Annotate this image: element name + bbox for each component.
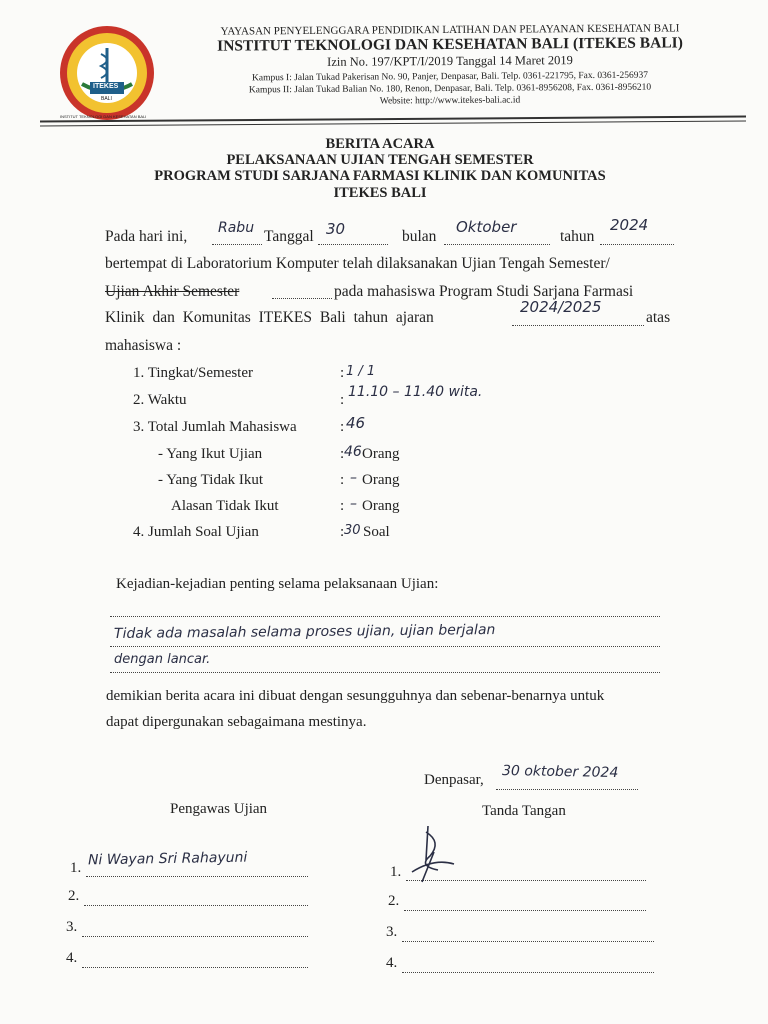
supervisor-1-name: Ni Wayan Sri Rahayuni <box>87 849 248 869</box>
supervisor-1-dots <box>86 876 308 877</box>
supervisor-4-number: 4. <box>66 950 78 966</box>
item-attend-unit: Orang <box>362 446 400 462</box>
logo-ring-text: INSTITUT TEKNOLOGI DAN KESEHATAN BALI <box>60 114 147 119</box>
item-questions-unit: Soal <box>363 524 390 540</box>
item-absent-colon: : <box>340 472 345 488</box>
item-attend-label: - Yang Ikut Ujian <box>158 446 263 462</box>
doc-subtitle-2: PROGRAM STUDI SARJANA FARMASI KLINIK DAN KOMUNITAS <box>154 168 606 184</box>
item-time-colon: : <box>340 392 345 408</box>
campus-1-address: Kampus I: Jalan Tukad Pakerisan No. 90, Panjer, Denpasar, Bali. Telp. 0361-221795, Fax. 0361-256937 <box>251 70 649 84</box>
supervisor-2-number: 2. <box>68 888 80 904</box>
item-absent-unit: Orang <box>362 472 400 488</box>
events-line-2: dengan lancar. <box>114 652 211 667</box>
text-bulan: bulan <box>402 228 437 245</box>
closing-line-1: demikian berita acara ini dibuat dengan sesungguhnya dan sebenar-benarnya untuk <box>106 688 605 704</box>
text-ujian-akhir-struck: Ujian Akhir Semester <box>105 283 240 300</box>
item-questions-value: 30 <box>344 523 361 538</box>
item-time-value: 11.10 – 11.40 wita. <box>348 384 483 400</box>
day-value: Rabu <box>218 220 255 236</box>
text-mahasiswa: mahasiswa : <box>105 337 182 354</box>
item-time-label: 2. Waktu <box>133 392 187 408</box>
item-reason-unit: Orang <box>362 498 400 514</box>
signature-2-number: 2. <box>388 893 400 909</box>
text-klinik: Klinik dan Komunitas ITEKES Bali tahun ajaran <box>105 309 434 326</box>
item-total-colon: : <box>340 419 345 435</box>
campus-2-address: Kampus II: Jalan Tukad Balian No. 180, Renon, Denpasar, Bali. Telp. 0361-8956208, Fax. 0361-8956210 <box>248 82 652 96</box>
logo-text: ITEKES <box>93 83 119 90</box>
item-total-label: 3. Total Jumlah Mahasiswa <box>133 419 297 435</box>
item-questions-label: 4. Jumlah Soal Ujian <box>133 524 259 540</box>
item-attend-value: 46 <box>344 444 362 460</box>
events-dots-2 <box>110 646 660 647</box>
signature-4-number: 4. <box>386 955 398 971</box>
signature-3-number: 3. <box>386 924 398 940</box>
signature-2-dots <box>404 910 646 911</box>
item-level-label: 1. Tingkat/Semester <box>133 365 254 381</box>
website: Website: http://www.itekes-bali.ac.id <box>379 95 521 107</box>
item-questions-colon: : <box>340 524 345 540</box>
text-pada-hari: Pada hari ini, <box>105 228 188 245</box>
text-bertempat: bertempat di Laboratorium Komputer telah dilaksanakan Ujian Tengah Semester/ <box>105 255 610 272</box>
events-line-1: Tidak ada masalah selama proses ujian, ujian berjalan <box>113 622 496 642</box>
supervisor-4-dots <box>82 967 308 968</box>
text-tahun: tahun <box>560 228 595 245</box>
month-value: Oktober <box>456 218 517 236</box>
academic-year-value: 2024/2025 <box>520 298 602 316</box>
signature-3-dots <box>402 941 654 942</box>
text-pada-mahasiswa: pada mahasiswa Program Studi Sarjana Farmasi <box>334 283 634 300</box>
item-level-value: 1 / 1 <box>346 364 376 379</box>
signature-1-scribble <box>404 822 464 888</box>
supervisor-heading: Pengawas Ujian <box>170 801 268 817</box>
logo-subtext: BALI <box>101 96 112 102</box>
sign-date-dots <box>496 789 638 790</box>
sign-place: Denpasar, <box>424 772 484 788</box>
permit-number: Izin No. 197/KPT/I/2019 Tanggal 14 Maret 2019 <box>327 53 573 69</box>
signature-heading: Tanda Tangan <box>482 803 566 819</box>
supervisor-3-dots <box>82 936 308 937</box>
doc-subtitle-1: PELAKSANAAN UJIAN TENGAH SEMESTER <box>226 152 534 168</box>
institute-name: INSTITUT TEKNOLOGI DAN KESEHATAN BALI (ITEKES BALI) <box>217 34 683 55</box>
sign-date: 30 oktober 2024 <box>501 762 619 782</box>
date-value: 30 <box>326 220 346 238</box>
supervisor-2-dots <box>84 905 308 906</box>
item-attend-colon: : <box>340 446 345 462</box>
events-dots-1 <box>110 616 660 617</box>
item-total-value: 46 <box>346 414 366 432</box>
signature-1-number: 1. <box>390 864 402 880</box>
item-reason-label: Alasan Tidak Ikut <box>171 498 279 514</box>
text-atas: atas <box>646 309 671 326</box>
text-tanggal: Tanggal <box>264 228 314 245</box>
supervisor-1-number: 1. <box>70 860 82 876</box>
supervisor-3-number: 3. <box>66 919 78 935</box>
closing-line-2: dapat dipergunakan sebagaimana mestinya. <box>106 714 367 730</box>
doc-title: BERITA ACARA <box>325 136 435 152</box>
item-absent-value: – <box>350 470 357 486</box>
signature-4-dots <box>402 972 654 973</box>
doc-subtitle-3: ITEKES BALI <box>333 185 427 201</box>
item-level-colon: : <box>340 365 345 381</box>
foundation-name: YAYASAN PENYELENGGARA PENDIDIKAN LATIHAN DAN PELAYANAN KESEHATAN BALI <box>220 22 680 38</box>
events-heading: Kejadian-kejadian penting selama pelaksanaan Ujian: <box>116 576 439 592</box>
item-reason-colon: : <box>340 498 345 514</box>
events-dots-3 <box>110 672 660 673</box>
year-value: 2024 <box>610 216 649 234</box>
item-absent-label: - Yang Tidak Ikut <box>158 472 264 488</box>
item-reason-value: – <box>350 496 357 512</box>
